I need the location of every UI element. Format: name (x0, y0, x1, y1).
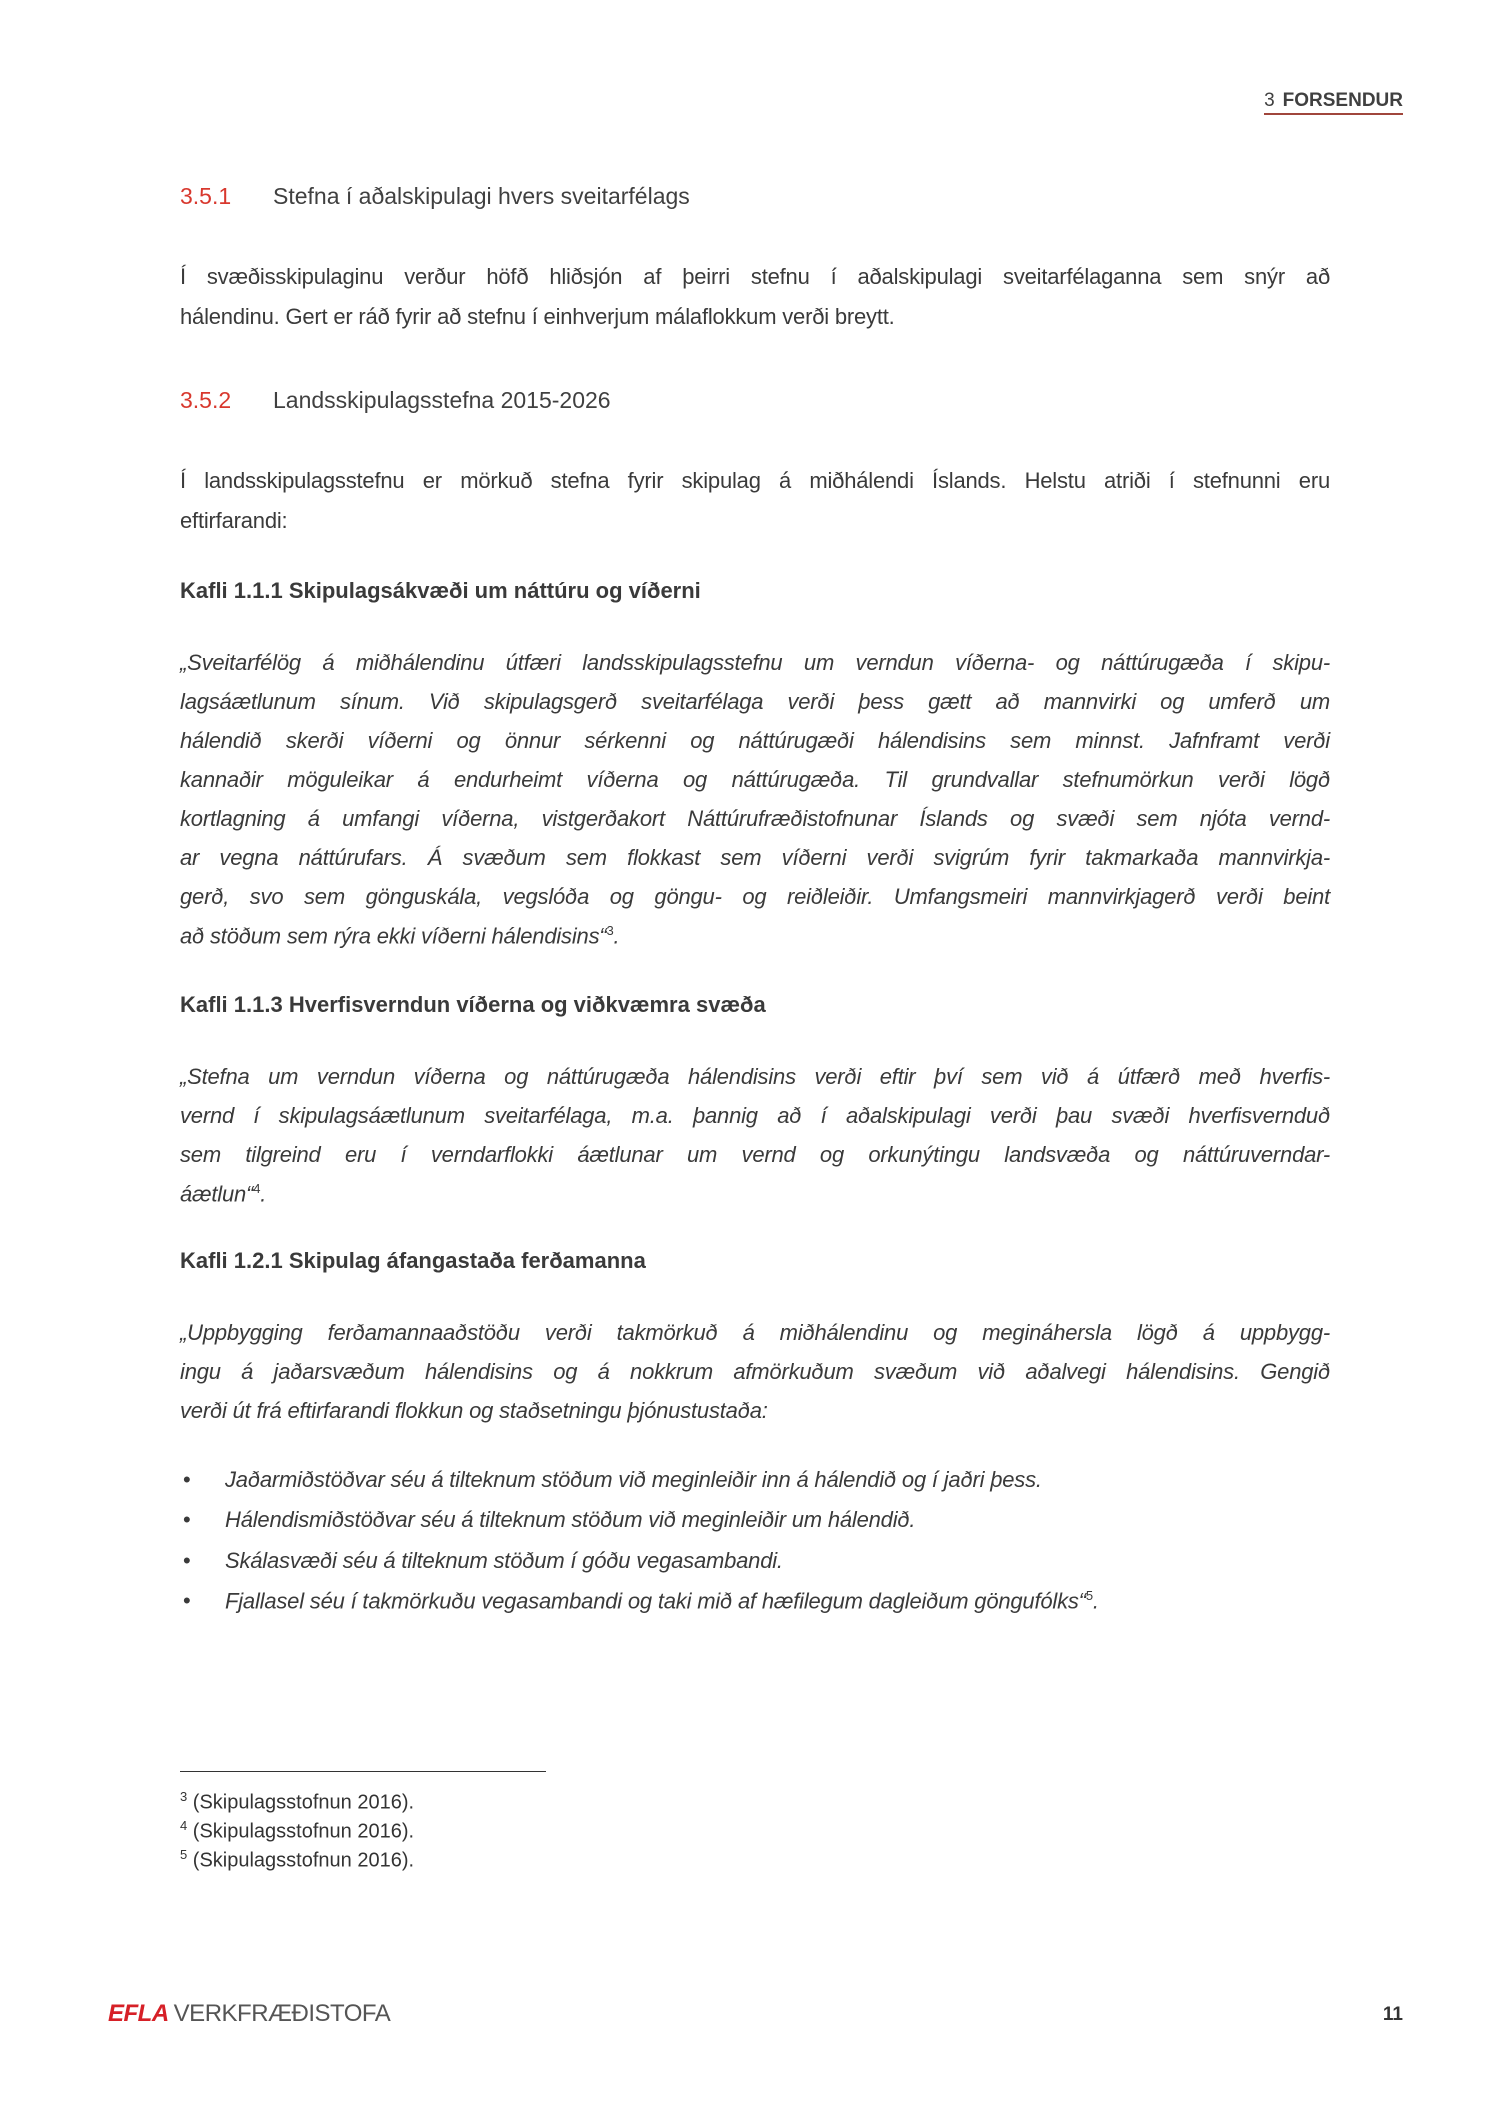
bullet-icon: • (183, 1467, 191, 1492)
section-number: 3.5.2 (180, 387, 232, 413)
quote-line: verði út frá eftirfarandi flokkun og staðsetningu þjónustustaða: (180, 1398, 768, 1423)
quote-line: hálendið skerði víðerni og önnur sérkenni og náttúrugæði hálendisins sem minnst. Jafnframt verði (180, 728, 1330, 753)
quote-line: ar vegna náttúrufars. Á svæðum sem flokkast sem víðerni verði svigrúm fyrir takmarkaða mannvirkja- (180, 845, 1330, 870)
bullet-icon: • (183, 1588, 191, 1613)
footnote (180, 1789, 414, 1815)
quote-line: „Sveitarfélög á miðhálendinu útfæri landsskipulagsstefnu um verndun víðerna- og náttúrugæða í skipu- (180, 650, 1330, 675)
footnote-separator (180, 1771, 546, 1772)
paragraph-line: Í landsskipulagsstefnu er mörkuð stefna fyrir skipulag á miðhálendi Íslands. Helstu atriði í stefnunni eru (180, 468, 1330, 493)
footnote (180, 1847, 414, 1873)
footnote-text: (Skipulagsstofnun 2016). (192, 1849, 415, 1872)
paragraph-line: Í svæðisskipulaginu verður höfð hliðsjón af þeirri stefnu í aðalskipulagi sveitarfélaganna sem snýr að (180, 264, 1330, 289)
section-title: Landsskipulagsstefna 2015-2026 (273, 387, 611, 413)
quote-line: kannaðir möguleikar á endurheimt víðerna og náttúrugæða. Til grundvallar stefnumörkun verði lögð (180, 767, 1330, 792)
chapter-header (1264, 90, 1403, 115)
bullet-item: Jaðarmiðstöðvar séu á tilteknum stöðum við meginleiðir inn á hálendið og í jaðri þess. (225, 1467, 1042, 1492)
quote-text: áætlun“ (180, 1181, 254, 1207)
quote-line: „Uppbygging ferðamannaaðstöðu verði takmörkuð á miðhálendinu og megináhersla lögð á uppbygg- (180, 1320, 1330, 1345)
logo-text: VERKFRÆÐISTOFA (173, 2000, 391, 2027)
bullet-text: Fjallasel séu í takmörkuðu vegasambandi og taki mið af hæfilegum dagleiðum göngufólks“ (225, 1588, 1086, 1614)
quote-line: að stöðum sem rýra ekki víðerni hálendisins“$^3$. (180, 923, 620, 949)
footnote-number: 5 (180, 1847, 188, 1862)
bullet-icon: • (183, 1507, 191, 1532)
section-heading (180, 183, 690, 210)
bullet-item: Fjallasel séu í takmörkuðu vegasambandi og taki mið af hæfilegum dagleiðum göngufólks“$^5$. (225, 1588, 1099, 1614)
footnote-text: (Skipulagsstofnun 2016). (192, 1791, 415, 1814)
footnote-number: 3 (180, 1789, 188, 1804)
section-title: Stefna í aðalskipulagi hvers sveitarfélags (273, 183, 690, 209)
paragraph-line: eftirfarandi: (180, 508, 288, 533)
footnote-ref[interactable]: 5 (1085, 1588, 1093, 1603)
chapter-number: 3 (1264, 90, 1275, 111)
quote-line: ingu á jaðarsvæðum hálendisins og á nokkrum afmörkuðum svæðum við aðalvegi hálendisins. Gengið (180, 1359, 1330, 1384)
footnote-number: 4 (180, 1818, 188, 1833)
bullet-item: Skálasvæði séu á tilteknum stöðum í góðu vegasambandi. (225, 1548, 783, 1573)
footnote-ref[interactable]: 4 (253, 1181, 261, 1196)
quote-line: vernd í skipulagsáætlunum sveitarfélaga, m.a. þannig að í aðalskipulagi verði þau svæði hverfisvernduð (180, 1103, 1330, 1128)
quote-line: lagsáætlunum sínum. Við skipulagsgerð sveitarfélaga verði þess gætt að mannvirki og umferð um (180, 689, 1330, 714)
page-number: 11 (1382, 2004, 1403, 2025)
bullet-item: Hálendismiðstöðvar séu á tilteknum stöðum við meginleiðir um hálendið. (225, 1507, 916, 1532)
quote-line: áætlun“$^4$. (180, 1181, 267, 1207)
quote-line: „Stefna um verndun víðerna og náttúrugæða hálendisins verði eftir því sem við á útfærð með hverfis- (180, 1064, 1330, 1089)
quote-line: gerð, svo sem gönguskála, vegslóða og göngu- og reiðleiðir. Umfangsmeiri mannvirkjagerð verði beint (180, 884, 1330, 909)
footnote-ref[interactable]: 3 (606, 923, 614, 938)
footnote (180, 1818, 414, 1844)
logo-brand: EFLA (108, 2000, 169, 2027)
section-number: 3.5.1 (180, 183, 232, 209)
efla-logo (108, 2000, 390, 2028)
section-heading (180, 387, 611, 414)
quote-line: sem tilgreind eru í verndarflokki áætlunar um vernd og orkunýtingu landsvæða og náttúruverndar- (180, 1142, 1330, 1167)
kafli-heading: Kafli 1.2.1 Skipulag áfangastaða ferðamanna (180, 1248, 646, 1273)
chapter-title: FORSENDUR (1282, 90, 1403, 111)
quote-text: að stöðum sem rýra ekki víðerni hálendisins“ (180, 923, 607, 949)
kafli-heading: Kafli 1.1.1 Skipulagsákvæði um náttúru og víðerni (180, 578, 701, 603)
footnote-text: (Skipulagsstofnun 2016). (192, 1820, 415, 1843)
quote-line: kortlagning á umfangi víðerna, vistgerðakort Náttúrufræðistofnunar Íslands og svæði sem njóta vernd- (180, 806, 1330, 831)
paragraph-line: hálendinu. Gert er ráð fyrir að stefnu í einhverjum málaflokkum verði breytt. (180, 304, 895, 329)
bullet-icon: • (183, 1548, 191, 1573)
kafli-heading: Kafli 1.1.3 Hverfisverndun víðerna og viðkvæmra svæða (180, 992, 766, 1017)
